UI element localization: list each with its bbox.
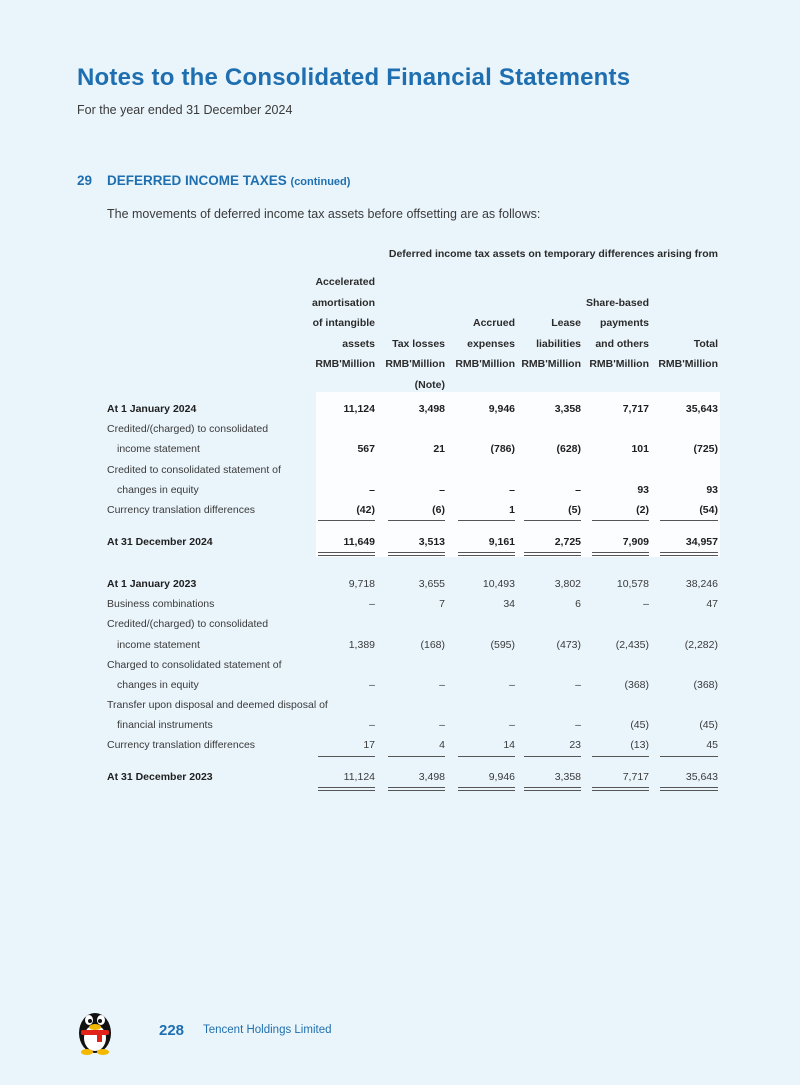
- column-header-line: Lease: [551, 317, 581, 329]
- sum-line: [388, 520, 445, 521]
- column-header-line: RMB'Million: [315, 358, 375, 370]
- table-cell: 3,498: [418, 771, 445, 783]
- page-subtitle: For the year ended 31 December 2024: [77, 103, 293, 117]
- row-label: Currency translation differences: [107, 504, 256, 516]
- table-cell: 34,957: [685, 536, 718, 548]
- table-cell: (168): [420, 639, 445, 651]
- table-cell: (6): [432, 504, 445, 516]
- table-cell: –: [369, 484, 375, 496]
- table-cell: 7,717: [622, 771, 649, 783]
- table-cell: 11,649: [343, 536, 375, 548]
- table-cell: (368): [693, 679, 718, 691]
- column-header-line: RMB'Million: [455, 358, 515, 370]
- sum-line: [524, 756, 581, 757]
- table-cell: 3,358: [554, 771, 581, 783]
- table-cell: (628): [556, 443, 581, 455]
- table-cell: 9,946: [488, 403, 515, 415]
- table-cell: –: [439, 484, 445, 496]
- column-header-line: RMB'Million: [521, 358, 581, 370]
- table-cell: (42): [356, 504, 375, 516]
- table-cell: (45): [699, 719, 718, 731]
- section-title-text: DEFERRED INCOME TAXES: [107, 173, 287, 188]
- table-cell: –: [439, 679, 445, 691]
- table-cell: –: [575, 719, 581, 731]
- table-cell: (13): [630, 739, 649, 751]
- table-cell: 11,124: [343, 771, 375, 783]
- table-cell: 101: [631, 443, 649, 455]
- row-label: Credited/(charged) to consolidated: [107, 423, 269, 435]
- table-cell: 47: [706, 598, 718, 610]
- row-label: At 31 December 2023: [107, 771, 213, 783]
- table-cell: (786): [490, 443, 515, 455]
- column-header-line: Accrued: [472, 317, 515, 329]
- row-label: changes in equity: [117, 484, 199, 496]
- sum-line: [458, 520, 515, 521]
- table-cell: 9,161: [488, 536, 515, 548]
- table-cell: 35,643: [685, 771, 718, 783]
- sum-line: [660, 520, 718, 521]
- table-cell: (725): [693, 443, 718, 455]
- column-header-line: and others: [595, 337, 649, 350]
- sum-line: [592, 520, 649, 521]
- sum-line: [524, 520, 581, 521]
- table-cell: –: [509, 484, 515, 496]
- table-cell: 3,358: [554, 403, 581, 415]
- table-cell: –: [439, 719, 445, 731]
- column-header-line: RMB'Million: [385, 358, 445, 370]
- table-cell: 3,802: [554, 578, 581, 590]
- table-cell: (2,435): [615, 639, 649, 651]
- page-number: 228: [159, 1022, 185, 1039]
- row-label: changes in equity: [117, 679, 199, 691]
- double-underline: [388, 787, 445, 791]
- row-label: income statement: [117, 443, 200, 455]
- table-cell: 7,909: [622, 536, 649, 548]
- double-underline: [318, 552, 375, 556]
- column-header-line: assets: [342, 337, 375, 350]
- column-header-line: RMB'Million: [589, 358, 649, 370]
- table-cell: 93: [706, 484, 718, 496]
- row-label: At 1 January 2023: [107, 578, 197, 590]
- table-cell: –: [369, 598, 375, 610]
- column-header-line: Tax losses: [392, 337, 445, 350]
- table-cell: 1,389: [348, 639, 375, 651]
- column-header-line: expenses: [467, 337, 515, 350]
- table-cell: –: [509, 719, 515, 731]
- double-underline: [318, 787, 375, 791]
- table-cell: 7: [439, 598, 445, 610]
- table-cell: 11,124: [343, 403, 375, 415]
- column-header-line: (Note): [414, 378, 445, 391]
- table-cell: 567: [357, 443, 375, 455]
- column-header-line: of intangible: [312, 317, 375, 329]
- double-underline: [592, 552, 649, 556]
- row-label: Currency translation differences: [107, 739, 256, 751]
- double-underline: [388, 552, 445, 556]
- table-cell: –: [509, 679, 515, 691]
- table-cell: –: [369, 679, 375, 691]
- section-continued: (continued): [290, 176, 351, 188]
- double-underline: [660, 552, 718, 556]
- highlight-band-2024: [316, 392, 720, 557]
- row-label: Business combinations: [107, 598, 215, 610]
- table-cell: (2): [636, 504, 649, 516]
- table-cell: –: [643, 598, 649, 610]
- column-header-line: amortisation: [311, 296, 375, 309]
- column-header-line: Share-based: [585, 296, 649, 309]
- column-header-line: liabilities: [536, 337, 581, 350]
- row-label: income statement: [117, 639, 200, 651]
- table-cell: (2,282): [684, 639, 718, 651]
- table-cell: (595): [490, 639, 515, 651]
- table-cell: 14: [503, 739, 515, 751]
- sum-line: [592, 756, 649, 757]
- table-cell: (5): [568, 504, 581, 516]
- table-cell: –: [369, 719, 375, 731]
- table-cell: 9,946: [488, 771, 515, 783]
- row-label: Credited to consolidated statement of: [107, 464, 281, 476]
- table-cell: 3,655: [418, 578, 445, 590]
- company-name: Tencent Holdings Limited: [203, 1024, 332, 1036]
- table-cell: –: [575, 679, 581, 691]
- row-label: At 1 January 2024: [107, 403, 197, 415]
- table-cell: 17: [363, 739, 375, 751]
- table-cell: 93: [637, 484, 649, 496]
- sum-line: [318, 520, 375, 521]
- section-number: 29: [77, 173, 93, 188]
- row-label: Charged to consolidated statement of: [107, 659, 282, 671]
- penguin-mascot-icon: [75, 1005, 115, 1055]
- table-cell: 34: [503, 598, 515, 610]
- double-underline: [592, 787, 649, 791]
- section-intro: The movements of deferred income tax assets before offsetting are as follows:: [107, 207, 541, 221]
- table-cell: 38,246: [685, 578, 718, 590]
- row-label: financial instruments: [117, 719, 213, 731]
- table-cell: 45: [706, 739, 718, 751]
- table-cell: 9,718: [348, 578, 375, 590]
- double-underline: [524, 787, 581, 791]
- table-group-header: Deferred income tax assets on temporary differences arising from: [388, 248, 718, 260]
- sum-line: [660, 756, 718, 757]
- column-header-line: payments: [599, 317, 649, 329]
- page-title: Notes to the Consolidated Financial Statements: [77, 64, 631, 91]
- row-label: Credited/(charged) to consolidated: [107, 618, 269, 630]
- table-cell: 35,643: [685, 403, 718, 415]
- double-underline: [458, 552, 515, 556]
- column-header-line: Total: [693, 337, 718, 350]
- table-cell: 6: [575, 598, 581, 610]
- table-cell: 23: [569, 739, 581, 751]
- sum-line: [318, 756, 375, 757]
- table-cell: 2,725: [554, 536, 581, 548]
- double-underline: [458, 787, 515, 791]
- row-label: At 31 December 2024: [107, 536, 213, 548]
- table-cell: 7,717: [622, 403, 649, 415]
- table-cell: (368): [624, 679, 649, 691]
- table-cell: 10,493: [482, 578, 515, 590]
- sum-line: [458, 756, 515, 757]
- table-cell: 10,578: [616, 578, 649, 590]
- table-cell: (45): [630, 719, 649, 731]
- double-underline: [524, 552, 581, 556]
- table-cell: 1: [509, 504, 515, 516]
- column-header-line: RMB'Million: [658, 358, 718, 370]
- table-cell: (473): [556, 639, 581, 651]
- table-cell: –: [575, 484, 581, 496]
- table-cell: 21: [433, 443, 445, 455]
- table-cell: 3,513: [418, 536, 445, 548]
- table-cell: 4: [439, 739, 445, 751]
- table-cell: (54): [699, 504, 718, 516]
- table-cell: 3,498: [418, 403, 445, 415]
- column-header-line: Accelerated: [315, 276, 375, 288]
- double-underline: [660, 787, 718, 791]
- sum-line: [388, 756, 445, 757]
- row-label: Transfer upon disposal and deemed disposal of: [107, 699, 328, 711]
